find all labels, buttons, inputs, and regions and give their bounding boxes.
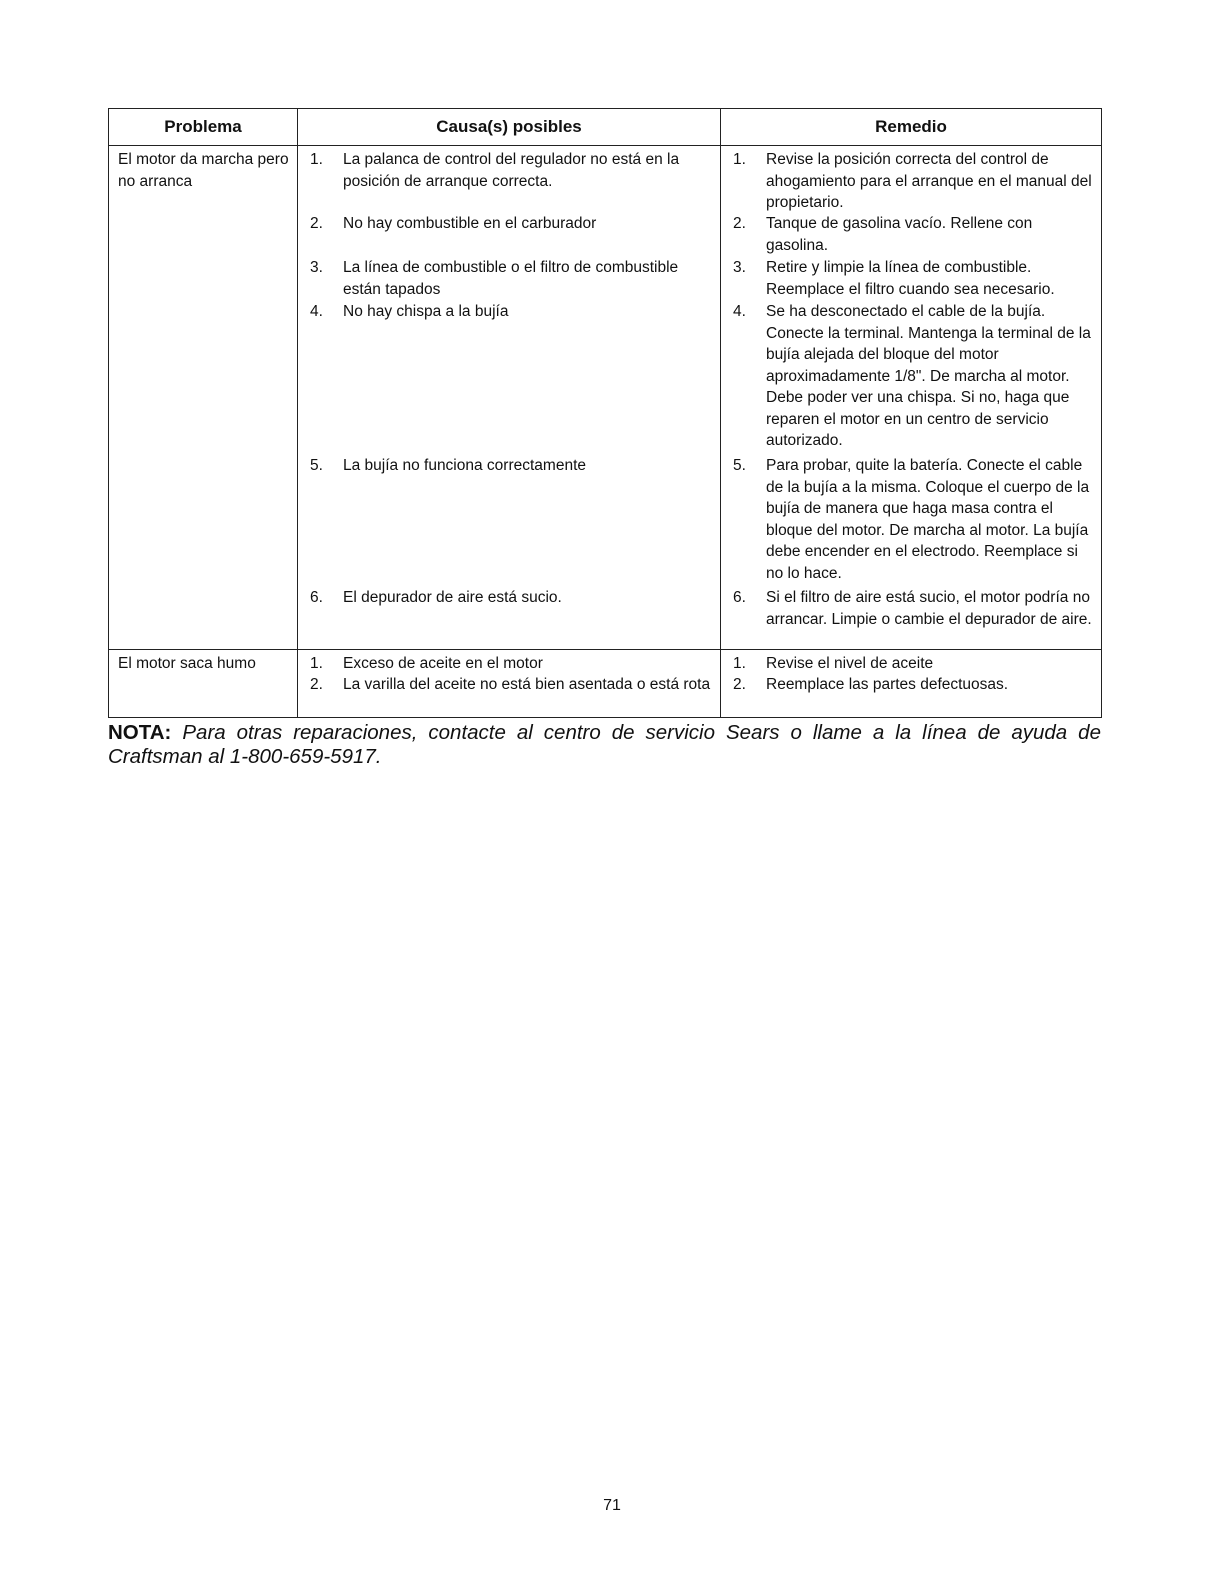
remedy-item: 1. Revise el nivel de aceite [733,655,934,672]
cause-item: 2. La varilla del aceite no está bien asentada o está rota [310,676,711,693]
header-remedy: Remedio [721,109,1102,146]
page-number: 71 [603,1497,621,1514]
cause-item: 2. No hay combustible en el carburador [310,215,597,232]
troubleshooting-table [108,108,1102,718]
table-header-row [109,109,1102,146]
cause-item: 1. La palanca de control del regulador no está en la posición de arranque correcta. [310,151,680,190]
remedy-item: 5. Para probar, quite la batería. Conecte el cable de la bujía a la misma. Coloque el cuerpo de la bujía de manera que haga masa contra el bloque del motor. De marcha al motor. La bujía debe encender en el electrodo. Reemplace si no lo hace. [733,457,1090,582]
remedies-cell [721,146,1102,650]
causes-cell [298,650,721,718]
remedy-item: 6. Si el filtro de aire está sucio, el motor podría no arrancar. Limpie o cambie el depurador de aire. [733,589,1092,628]
cause-item: 4. No hay chispa a la bujía [310,303,509,320]
cause-item: 5. La bujía no funciona correctamente [310,457,586,474]
note-text: Para otras reparaciones, contacte al centro de servicio Sears o llame a la línea de ayuda de Craftsman al 1-800-659-5917. [108,721,1101,768]
causes-cell [298,146,721,650]
cause-item: 1. Exceso de aceite en el motor [310,655,543,672]
note-label: NOTA: [108,721,172,744]
remedy-item: 1. Revise la posición correcta del control de ahogamiento para el arranque en el manual del propietario. [733,151,1092,211]
table-row [109,146,1102,650]
remedy-item: 3. Retire y limpie la línea de combustible. Reemplace el filtro cuando sea necesario. [733,259,1055,298]
header-problem: Problema [109,109,298,146]
problem-cell: El motor saca humo [109,650,298,718]
cause-item: 6. El depurador de aire está sucio. [310,589,562,606]
header-causes: Causa(s) posibles [298,109,721,146]
remedy-item: 4. Se ha desconectado el cable de la bujía. Conecte la terminal. Mantenga la terminal de la bujía alejada del bloque del motor aproximadamente 1/8". De marcha al motor. Debe poder ver una chispa. Si no, haga que reparen el motor en un centro de servicio autorizado. [733,303,1091,449]
remedy-item: 2. Reemplace las partes defectuosas. [733,676,1009,693]
problem-cell: El motor da marcha pero no arranca [109,146,298,650]
cause-item: 3. La línea de combustible o el filtro de combustible están tapados [310,259,679,298]
note-paragraph [108,721,1101,769]
remedies-cell [721,650,1102,718]
remedy-item: 2. Tanque de gasolina vacío. Rellene con gasolina. [733,215,1033,254]
table-row [109,650,1102,718]
